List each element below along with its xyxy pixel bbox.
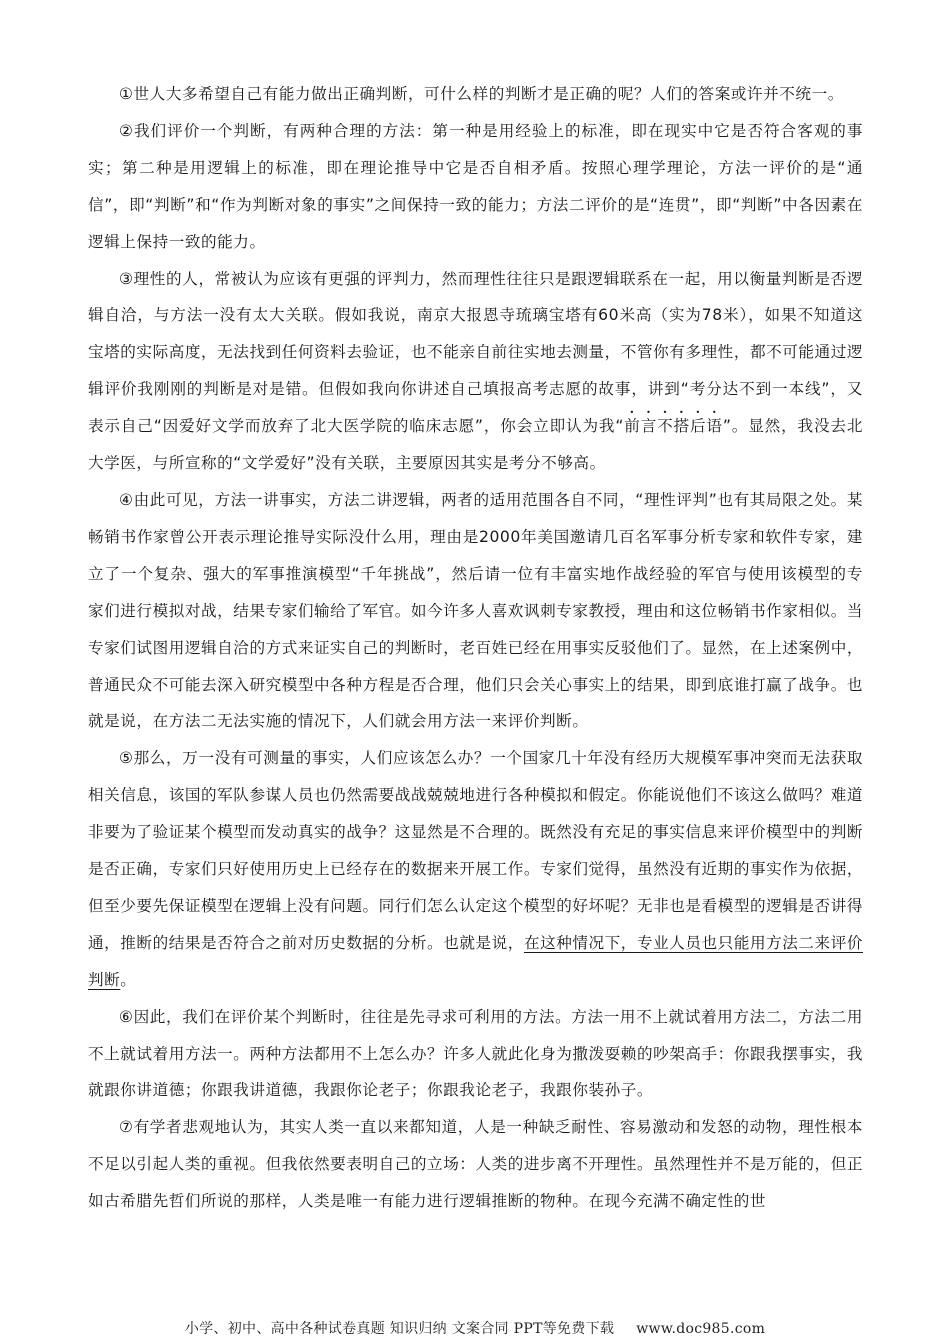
paragraph-4-text: ④由此可见，方法一讲事实，方法二讲逻辑，两者的适用范围各自不同，“理性评判”也有其局限之处。某畅销书作家曾公开表示理论推导实际没什么用，理由是2000年美国邀请几百名军事分析专家和软件专家，建立了一个复杂、强大的军事推演模型“千年挑战”，然后请一位有丰富实地作战经验的军官与使用该模型的专家们进行模拟对战，结果专家们输给了军官。如今许多人喜欢讽刺专家教授，理由和这位畅销书作家相似。当专家们试图用逻辑自洽的方式来证实自己的判断时，老百姓已经在用事实反驳他们了。显然，在上述案例中，普通民众不可能去深入研究模型中各种方程是否合理，他们只会关心事实上的结果，即到底谁打赢了战争。也就是说，在方法二无法实施的情况下，人们就会用方法一来评价判断。 bbox=[88, 490, 863, 731]
paragraph-7 bbox=[88, 1109, 863, 1220]
underlined-sentence: 在这种情况下，专业人员也只能用方法二来评价判断 bbox=[88, 933, 863, 989]
paragraph-5 bbox=[88, 740, 863, 998]
footer-site-link[interactable]: www.doc985.com bbox=[636, 1321, 766, 1337]
paragraph-3-text-b: ”。显然，我没去北大学医，与所宣称的“文学爱好”没有关联，主要原因其实是考分不够高。 bbox=[88, 417, 863, 473]
article-body bbox=[88, 76, 863, 1220]
paragraph-4 bbox=[88, 482, 863, 740]
paragraph-3-text-a: ③理性的人，常被认为应该有更强的评判力，然而理性往往只是跟逻辑联系在一起，用以衡量判断是否逻辑自洽，与方法一没有太大关联。假如我说，南京大报恩寺琉璃宝塔有60米高（实为78米），如果不知道这宝塔的实际高度，无法找到任何资料去验证，也不能亲自前往实地去测量，不管你有多理性，都不可能通过逻辑评价我刚刚的判断是对是错。但假如我向你讲述自己填报高考志愿的故事，讲到“考分达不到一本线”，又表示自己“因爱好文学而放弃了北大医学院的临床志愿”，你会立即认为我“ bbox=[88, 269, 863, 436]
paragraph-7-text: ⑦有学者悲观地认为，其实人类一直以来都知道，人是一种缺乏耐性、容易激动和发怒的动物，理性根本不足以引起人类的重视。但我依然要表明自己的立场：人类的进步离不开理性。虽然理性并不是万能的，但正如古希腊先哲们所说的那样，人类是唯一有能力进行逻辑推断的物种。在现今充满不确定性的世 bbox=[88, 1118, 863, 1211]
paragraph-5-text-b: 。 bbox=[120, 970, 137, 989]
paragraph-1-text: ①世人大多希望自己有能力做出正确判断，可什么样的判断才是正确的呢？人们的答案或许并不统一。 bbox=[119, 85, 844, 103]
emphasized-phrase: 前言不搭后语 bbox=[623, 417, 723, 436]
paragraph-6 bbox=[88, 999, 863, 1110]
footer-text: 小学、初中、高中各种试卷真题 知识归纳 文案合同 PPT等免费下载 bbox=[184, 1321, 615, 1337]
paragraph-1 bbox=[88, 76, 863, 113]
paragraph-3 bbox=[88, 261, 863, 482]
paragraph-2 bbox=[88, 113, 863, 261]
paragraph-6-text: ⑥因此，我们在评价某个判断时，往往是先寻求可利用的方法。方法一用不上就试着用方法二，方法二用不上就试着用方法一。两种方法都用不上怎么办？许多人就此化身为撒泼耍赖的吵架高手：你跟我摆事实，我就跟你讲道德；你跟我讲道德，我跟你论老子；你跟我论老子，我跟你装孙子。 bbox=[88, 1007, 863, 1100]
page-footer bbox=[0, 1318, 950, 1338]
paragraph-2-text: ②我们评价一个判断，有两种合理的方法：第一种是用经验上的标准，即在现实中它是否符合客观的事实；第二种是用逻辑上的标准，即在理论推导中它是否自相矛盾。按照心理学理论，方法一评价的是“通信”，即“判断”和“作为判断对象的事实”之间保持一致的能力；方法二评价的是“连贯”，即“判断”中各因素在逻辑上保持一致的能力。 bbox=[88, 121, 863, 251]
paragraph-5-text-a: ⑤那么，万一没有可测量的事实，人们应该怎么办？一个国家几十年没有经历大规模军事冲突而无法获取相关信息，该国的军队参谋人员也仍然需要战战兢兢地进行各种模拟和假定。你能说他们不该这么做吗？难道非要为了验证某个模型而发动真实的战争？这显然是不合理的。既然没有充足的事实信息来评价模型中的判断是否正确，专家们只好使用历史上已经存在的数据来开展工作。专家们觉得，虽然没有近期的事实作为依据，但至少要先保证模型在逻辑上没有问题。同行们怎么认定这个模型的好坏呢？无非也是看模型的逻辑是否讲得通，推断的结果是否符合之前对历史数据的分析。也就是说， bbox=[88, 749, 863, 952]
